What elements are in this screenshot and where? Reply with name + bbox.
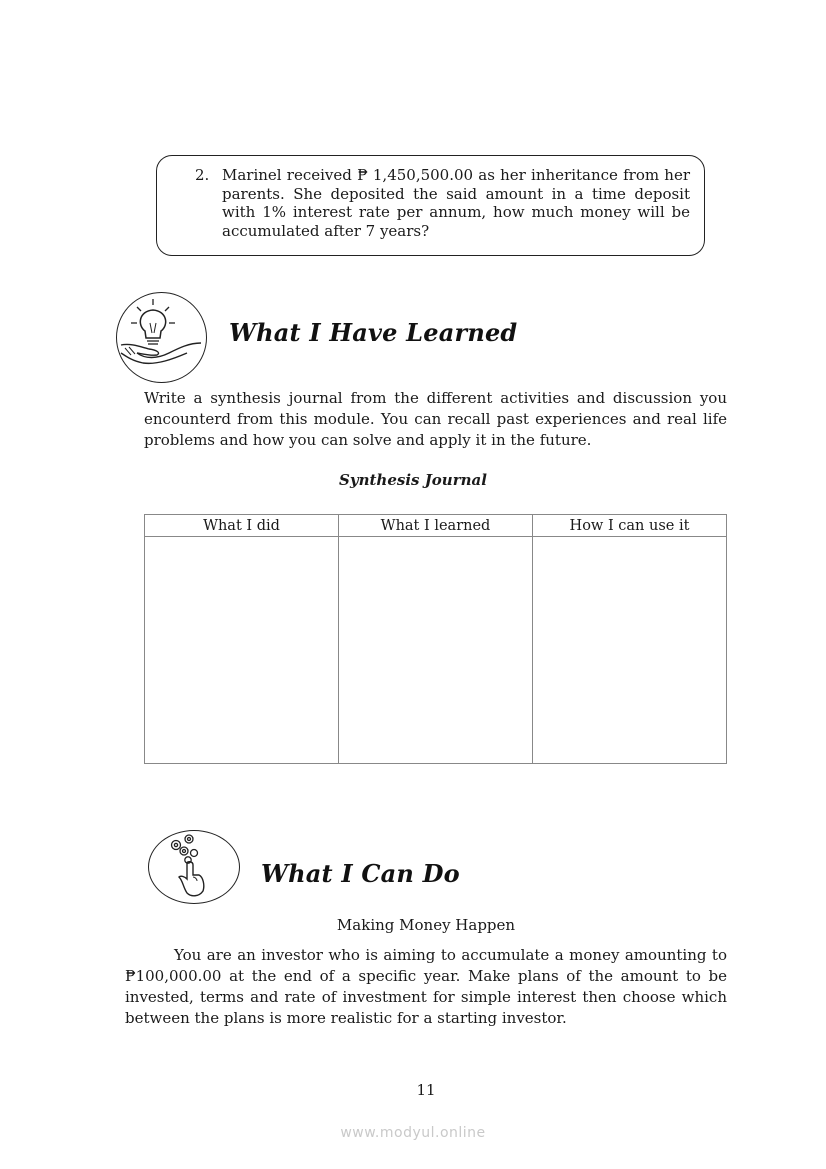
can-do-paragraph-text: You are an investor who is aiming to accumulate a money amounting to ₱100,000.00 at the end of a specific year. Make plans of the amount to be invested, terms and rate of investment for simple interest then choose which between the plans is more realistic for a starting investor.	[125, 946, 727, 1027]
column-header: How I can use it	[533, 515, 727, 537]
journal-cell[interactable]	[533, 537, 727, 764]
learned-paragraph: Write a synthesis journal from the different activities and discussion you encounterd from this module. You can recall past experiences and real life problems and how you can solve and apply it in the future.	[144, 389, 727, 449]
lightbulb-hand-icon	[116, 292, 207, 383]
problem-text: Marinel received ₱ 1,450,500.00 as her inheritance from her parents. She deposited the said amount in a time deposit with 1% interest rate per annum, how much money will be accumulated after 7 years?	[222, 166, 690, 240]
synthesis-journal-table	[144, 514, 727, 764]
can-do-subtitle: Making Money Happen	[336, 916, 516, 934]
watermark: www.modyul.online	[340, 1125, 486, 1141]
column-header: What I did	[145, 515, 339, 537]
section-title-can-do: What I Can Do	[261, 859, 460, 888]
section-title-learned: What I Have Learned	[229, 318, 518, 347]
can-do-paragraph	[125, 945, 727, 1029]
journal-cell[interactable]	[339, 537, 533, 764]
journal-cell[interactable]	[145, 537, 339, 764]
hand-gears-icon	[148, 830, 240, 904]
page-number: 11	[416, 1081, 436, 1099]
problem-number: 2.	[195, 166, 210, 184]
journal-title: Synthesis Journal	[339, 471, 487, 489]
column-header: What I learned	[339, 515, 533, 537]
